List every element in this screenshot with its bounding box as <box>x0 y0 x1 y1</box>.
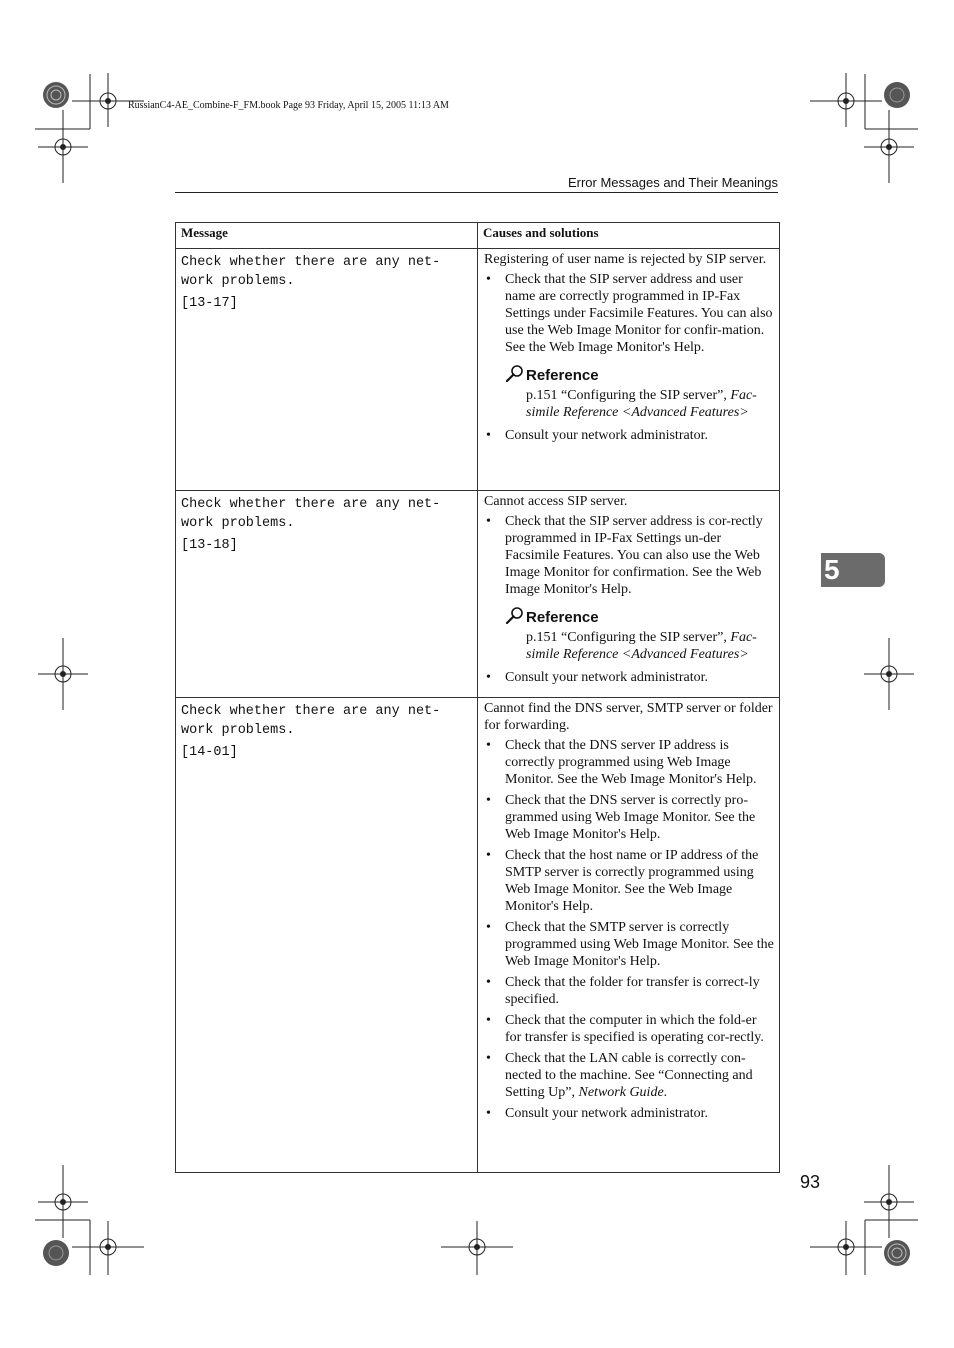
error-code: [13-17] <box>181 296 238 311</box>
list-item: • Check that the host name or IP address of the SMTP server is correctly programmed using Web Image Monitor. See the Web Image Monitor's Help. <box>484 847 774 915</box>
chapter-tab: 5 <box>821 553 885 587</box>
list-item: • Check that the SIP server address is cor-rectly programmed in IP-Fax Settings un-der Facsimile Features. You can also use the Web Image Monitor for confirmation. See the Web Image Monitor's Help. <box>484 513 774 598</box>
table-row <box>176 491 780 698</box>
list-item: • Check that the DNS server is correctly pro-grammed using Web Image Monitor. See the Web Image Monitor's Help. <box>484 792 774 843</box>
list-item: • Check that the DNS server IP address is correctly programmed using Web Image Monitor. See the Web Image Monitor's Help. <box>484 737 774 788</box>
list-item: • Check that the computer in which the fold-er for transfer is specified is operating cor-rectly. <box>484 1012 774 1046</box>
running-header: Error Messages and Their Meanings <box>567 175 778 190</box>
message-text: Check whether there are any net-work problems. <box>181 255 441 289</box>
page-number: 93 <box>800 1172 821 1192</box>
message-text: Check whether there are any net-work problems. <box>181 704 441 738</box>
reference-block <box>505 606 774 663</box>
cause-intro: Cannot access SIP server. <box>484 494 628 509</box>
lan-bullet-end: . <box>663 1085 668 1100</box>
table-row <box>176 249 780 491</box>
solution-list <box>484 271 774 356</box>
reference-label: Reference <box>526 367 599 384</box>
error-code: [13-18] <box>181 538 238 553</box>
message-cell <box>176 698 478 1173</box>
message-cell <box>176 491 478 698</box>
header-rule <box>175 192 778 193</box>
reference-link-text[interactable]: p.151 “Configuring the SIP server”, <box>526 388 727 403</box>
reference-text <box>505 629 774 663</box>
solution-list <box>484 513 774 598</box>
table-row <box>176 698 780 1173</box>
lan-bullet-text[interactable]: Check that the LAN cable is correctly con-nected to the machine. See “Connecting and Setting Up”, <box>505 1051 753 1100</box>
list-item: • Check that the SIP server address and user name are correctly programmed in IP-Fax Settings under Facsimile Features. You can also use the Web Image Monitor for confir-mation. See the Web Image Monitor's Help. <box>484 271 774 356</box>
table-header-row <box>176 223 780 249</box>
reference-heading <box>505 606 774 626</box>
magnifier-icon <box>505 606 525 626</box>
message-cell <box>176 249 478 491</box>
error-message-table <box>175 222 780 1173</box>
book-file-line: RussianC4-AE_Combine-F_FM.book Page 93 Friday, April 15, 2005 11:13 AM <box>128 100 449 111</box>
reference-manual-title: Fac-simile Reference <Advanced Features> <box>526 388 757 420</box>
message-text: Check whether there are any net-work problems. <box>181 497 441 531</box>
reference-block <box>505 364 774 421</box>
network-guide-title: Network Guide <box>578 1085 664 1100</box>
list-item-lan-cable <box>484 1050 774 1101</box>
reference-text <box>505 387 774 421</box>
causes-cell <box>478 249 780 491</box>
causes-cell <box>478 491 780 698</box>
reference-label: Reference <box>526 609 599 626</box>
list-item: • Consult your network administrator. <box>484 427 774 444</box>
magnifier-icon <box>505 364 525 384</box>
list-item: • Check that the SMTP server is correctly programmed using Web Image Monitor. See the Web Image Monitor's Help. <box>484 919 774 970</box>
solution-list-continued <box>484 427 774 444</box>
causes-cell <box>478 698 780 1173</box>
column-header-message: Message <box>176 223 478 249</box>
error-code: [14-01] <box>181 745 238 760</box>
reference-link-text[interactable]: p.151 “Configuring the SIP server”, <box>526 630 727 645</box>
list-item: • Consult your network administrator. <box>484 1105 774 1122</box>
list-item: • Check that the folder for transfer is correct-ly specified. <box>484 974 774 1008</box>
solution-list <box>484 737 774 1122</box>
solution-list-continued <box>484 669 774 686</box>
cause-intro: Registering of user name is rejected by SIP server. <box>484 252 767 267</box>
reference-heading <box>505 364 774 384</box>
column-header-causes: Causes and solutions <box>478 223 780 249</box>
cause-intro: Cannot find the DNS server, SMTP server or folder for forwarding. <box>484 701 773 733</box>
list-item: • Consult your network administrator. <box>484 669 774 686</box>
reference-manual-title: Fac-simile Reference <Advanced Features> <box>526 630 757 662</box>
